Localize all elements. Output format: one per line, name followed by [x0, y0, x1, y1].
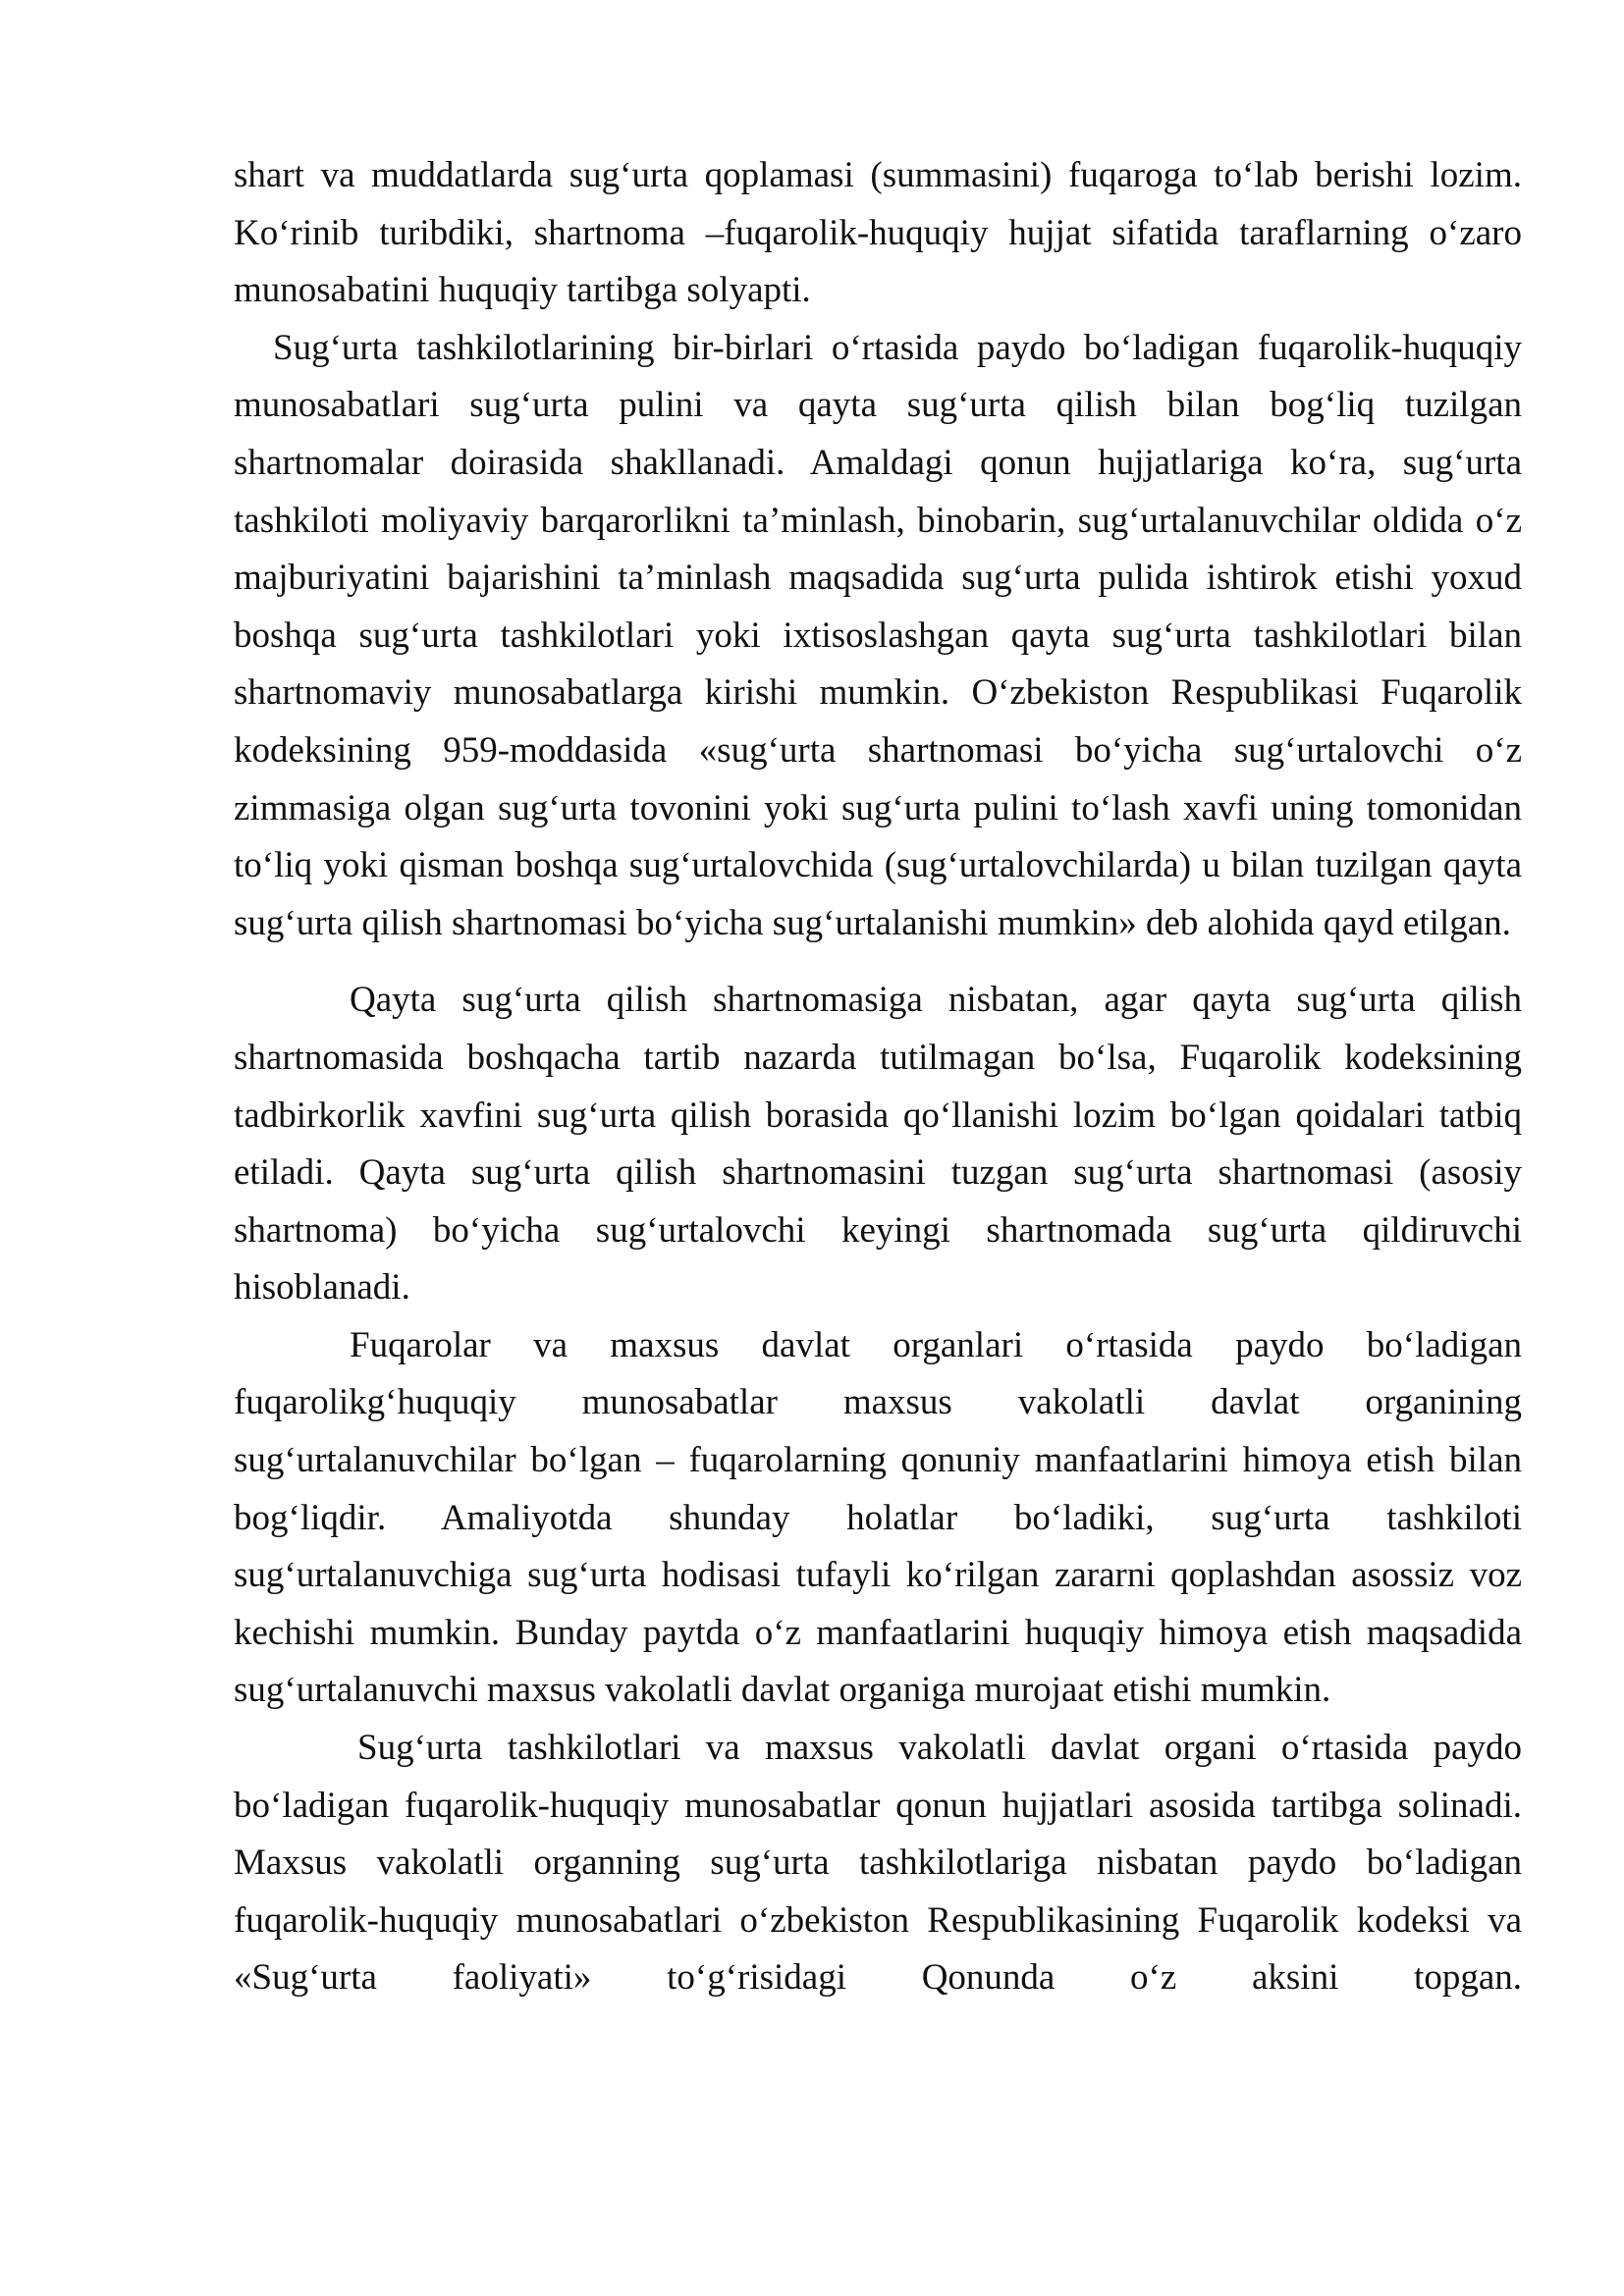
paragraph: Sug‘urta tashkilotlari va maxsus vakolatli davlat organi o‘rtasida paydo bo‘ladigan fuqarolik-huquqiy munosabatlar qonun hujjatlari asosida tartibga solinadi. Maxsus vakolatli organning sug‘urta tashkilotlariga nisbatan paydo bo‘ladigan fuqarolik-huquqiy munosabatlari o‘zbekiston Respublikasining Fuqarolik kodeksi va «Sug‘urta faoliyati» to‘g‘risidagi Qonunda o‘z aksini topgan. [234, 1728, 1522, 1999]
paragraph: shart va muddatlarda sug‘urta qoplamasi (summasini) fuqaroga to‘lab berishi lozim. Ko‘rinib turibdiki, shartnoma –fuqarolik-huquqiy hujjat sifatida taraflarning o‘zaro munosabatini huquqiy tartibga solyapti. [234, 155, 1522, 311]
paragraph: Sug‘urta tashkilotlarining bir-birlari o‘rtasida paydo bo‘ladigan fuqarolik-huquqiy munosabatlari sug‘urta pulini va qayta sug‘urta qilish bilan bog‘liq tuzilgan shartnomalar doirasida shakllanadi. Amaldagi qonun hujjatlariga ko‘ra, sug‘urta tashkiloti moliyaviy barqarorlikni ta’minlash, binobarin, sug‘urtalanuvchilar oldida o‘z majburiyatini bajarishini ta’minlash maqsadida sug‘urta pulida ishtirok etishi yoxud boshqa sug‘urta tashkilotlari yoki ixtisoslashgan qayta sug‘urta tashkilotlari bilan shartnomaviy munosabatlarga kirishi mumkin. O‘zbekiston Respublikasi Fuqarolik kodeksining 959-moddasida «sug‘urta shartnomasi bo‘yicha sug‘urtalovchi o‘z zimmasiga olgan sug‘urta tovonini yoki sug‘urta pulini to‘lash xavfi uning tomonidan to‘liq yoki qisman boshqa sug‘urtalovchida (sug‘urtalovchilarda) u bilan tuzilgan qayta sug‘urta qilish shartnomasi bo‘yicha sug‘urtalanishi mumkin» deb alohida qayd etilgan. [234, 327, 1522, 943]
document-page [234, 147, 1522, 2007]
paragraph: Fuqarolar va maxsus davlat organlari o‘rtasida paydo bo‘ladigan fuqarolikg‘huquqiy munosabatlar maxsus vakolatli davlat organining sug‘urtalanuvchilar bo‘lgan – fuqarolarning qonuniy manfaatlarini himoya etish bilan bog‘liqdir. Amaliyotda shunday holatlar bo‘ladiki, sug‘urta tashkiloti sug‘urtalanuvchiga sug‘urta hodisasi tufayli ko‘rilgan zararni qoplashdan asossiz voz kechishi mumkin. Bunday paytda o‘z manfaatlarini huquqiy himoya etish maqsadida sug‘urtalanuvchi maxsus vakolatli davlat organiga murojaat etishi mumkin. [234, 1324, 1522, 1711]
paragraph: Qayta sug‘urta qilish shartnomasiga nisbatan, agar qayta sug‘urta qilish shartnomasida boshqacha tartib nazarda tutilmagan bo‘lsa, Fuqarolik kodeksining tadbirkorlik xavfini sug‘urta qilish borasida qo‘llanishi lozim bo‘lgan qoidalari tatbiq etiladi. Qayta sug‘urta qilish shartnomasini tuzgan sug‘urta shartnomasi (asosiy shartnoma) bo‘yicha sug‘urtalovchi keyingi shartnomada sug‘urta qildiruvchi hisoblanadi. [234, 980, 1522, 1308]
